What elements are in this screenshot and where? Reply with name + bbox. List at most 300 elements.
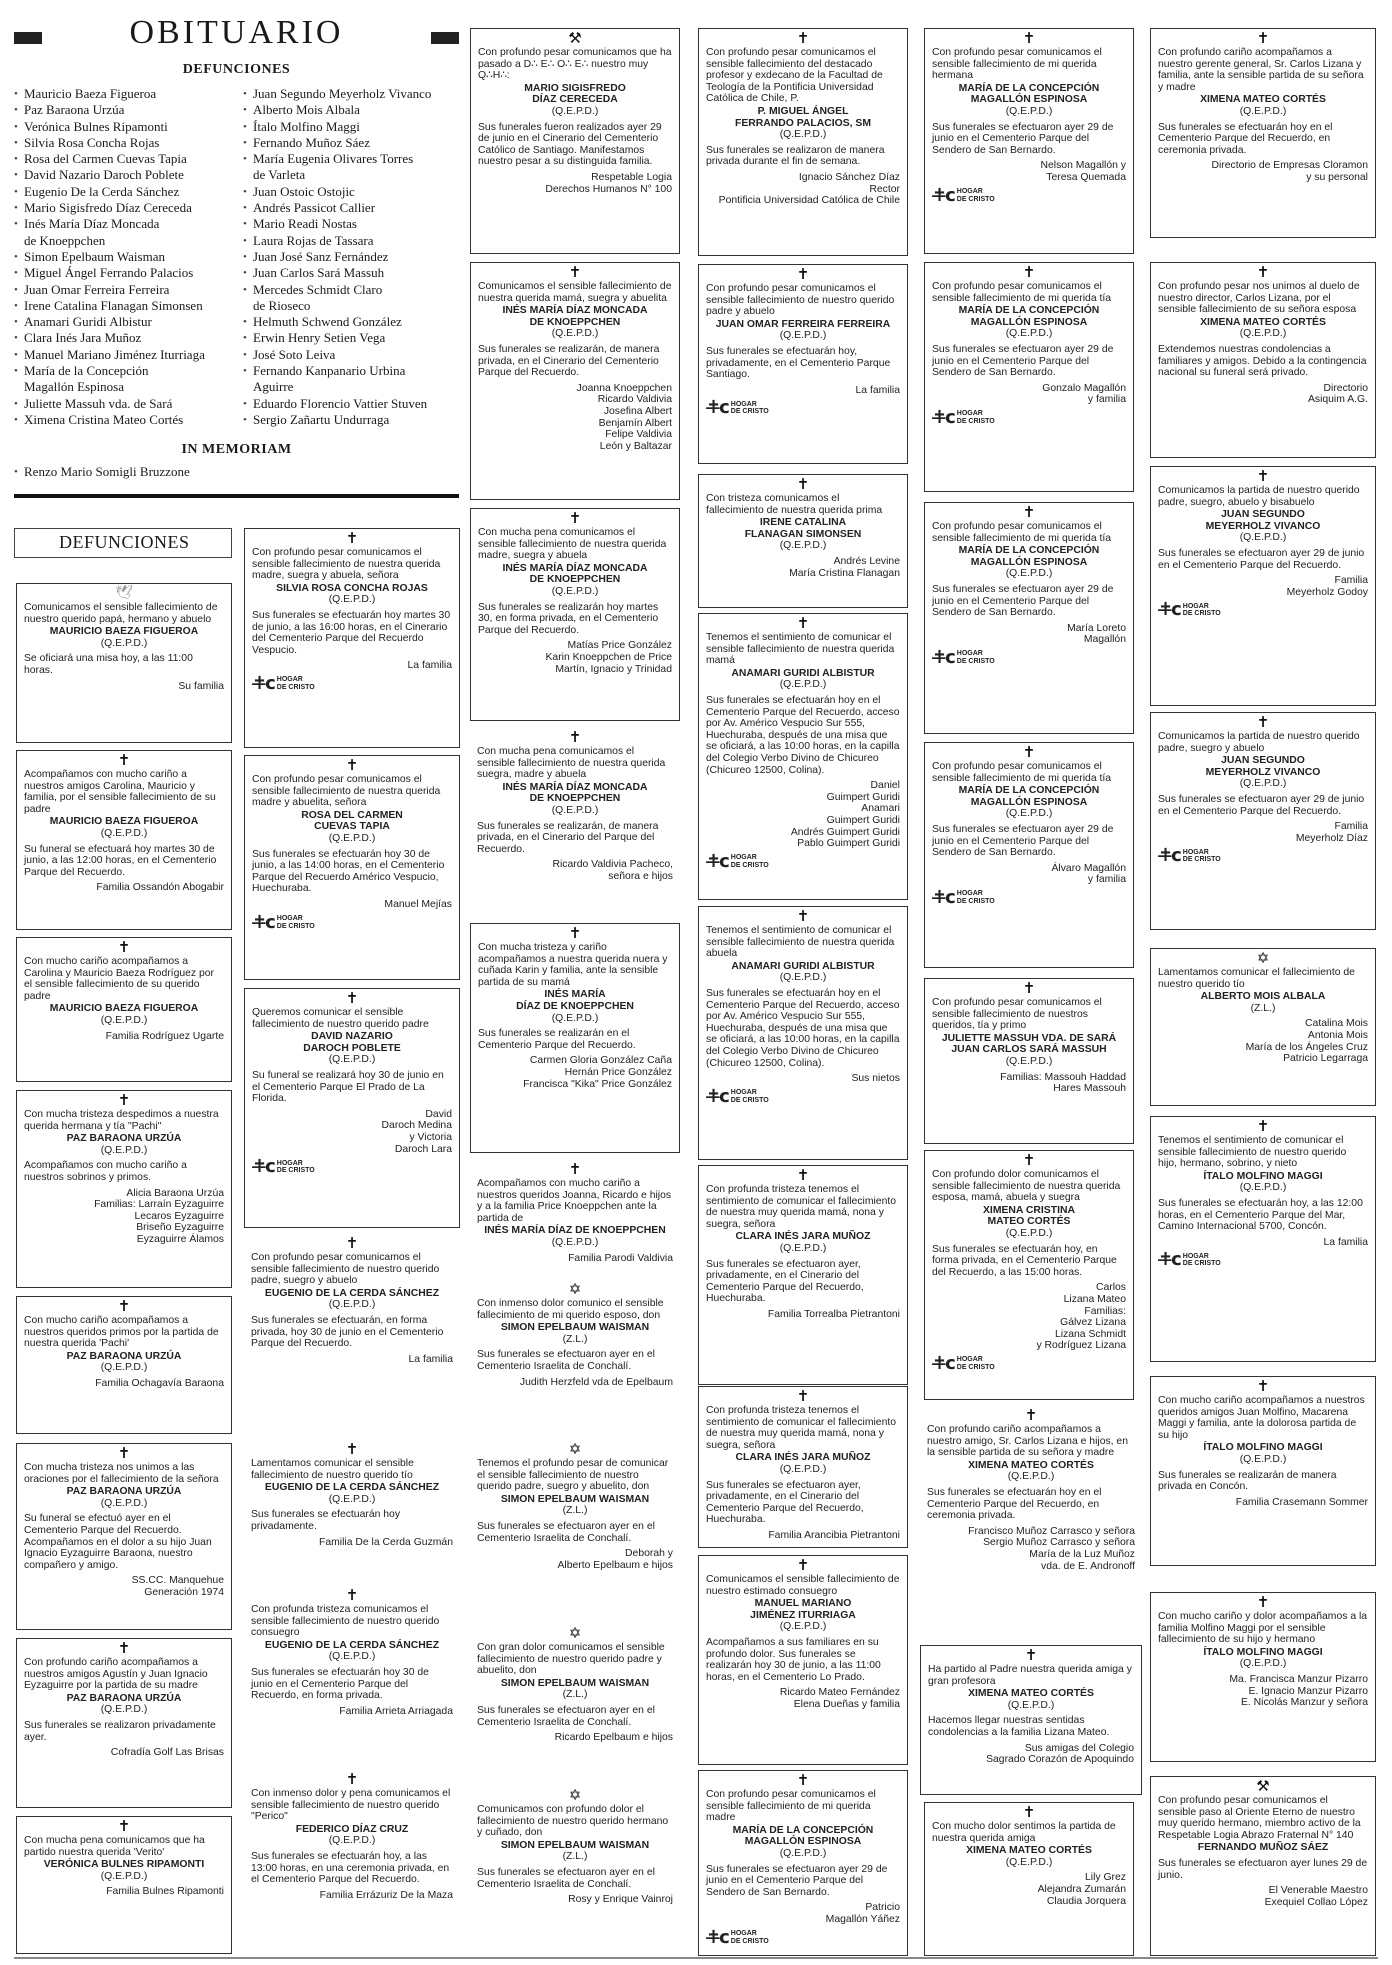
cross-icon: ✝ bbox=[1022, 1151, 1036, 1169]
notice-intro: Con mucho cariño acompañamos a nuestros queridos amigos Juan Molfino, Macarena Maggi y familia, ante la dolorosa partida de su hijo bbox=[1158, 1395, 1365, 1441]
notice-signature: Familia Arancibia Pietrantoni bbox=[768, 1529, 900, 1541]
rest-in-peace-label: (Q.E.P.D.) bbox=[328, 594, 376, 606]
notice-intro: Con profundo pesar comunicamos el sensible fallecimiento de mi querida madre bbox=[706, 1789, 876, 1824]
defuncion-name: • Mercedes Schmidt Claro bbox=[243, 282, 463, 298]
notice-intro: Con gran dolor comunicamos el sensible fallecimiento de nuestro querido padre y abuelito, don bbox=[477, 1642, 665, 1677]
notice-signature: Cofradía Golf Las Brisas bbox=[110, 1747, 224, 1759]
cross-icon: ✝ bbox=[1022, 503, 1036, 521]
notice-signature: Familia Rodríguez Ugarte bbox=[105, 1030, 224, 1042]
funeral-details: Sus funerales se realizaron de manera privada durante el fin de semana. bbox=[706, 144, 885, 168]
rest-in-peace-label: (Q.E.P.D.) bbox=[1005, 328, 1053, 340]
obituary-notice bbox=[244, 1440, 460, 1580]
notice-intro: Con inmenso dolor y pena comunicamos el sensible fallecimiento de nuestro querido "Perico" bbox=[251, 1788, 451, 1823]
funeral-details: Acompañamos a sus familiares en su profundo dolor. Sus funerales se realizarán hoy 30 de junio, a las 11:00 horas, en el Cementerio Lo Prado. bbox=[706, 1636, 881, 1683]
notice-intro: Con mucho cariño y dolor acompañamos a la familia Molfino Maggi por el sensible fallecimiento de su hijo y hermano bbox=[1158, 1611, 1368, 1646]
hogar-de-cristo-icon: ✝̶c bbox=[932, 1352, 954, 1374]
cross-icon: ✝ bbox=[568, 924, 582, 942]
defuncion-name: • Verónica Bulnes Ripamonti bbox=[14, 119, 244, 135]
rest-in-peace-label: (Z.L.) bbox=[562, 1333, 588, 1345]
deceased-name: SILVIA ROSA CONCHA ROJAS bbox=[276, 582, 428, 594]
logo-line-2: DE CRISTO bbox=[956, 657, 995, 665]
section-heading: DEFUNCIONES bbox=[14, 528, 232, 558]
hogar-de-cristo-icon: ✝̶c bbox=[932, 646, 954, 668]
funeral-details: Sus funerales se efectuaron ayer en el Cementerio Israelita de Conchalí. bbox=[477, 1520, 655, 1544]
cross-icon: ✝ bbox=[1022, 979, 1036, 997]
funeral-details: Sus funerales se efectuaron ayer 29 de junio en el Cementerio Parque del Recuerdo. bbox=[1158, 793, 1365, 817]
funeral-details: Su funeral se efectuó ayer en el Cementerio Parque del Recuerdo. Acompañamos en el dolor a su hijo Juan Ignacio Eyzaguirre Baraona, nuestro compañero y amigo. bbox=[24, 1513, 212, 1571]
funeral-details: Sus funerales se realizarán de manera privada en Concón. bbox=[1158, 1469, 1337, 1493]
obituary-notice bbox=[924, 262, 1134, 492]
notice-signature: Sus nietos bbox=[851, 1073, 900, 1085]
logo-line-2: DE CRISTO bbox=[1182, 856, 1221, 864]
rest-in-peace-label: (Z.L.) bbox=[562, 1505, 588, 1517]
rest-in-peace-label: (Q.E.P.D.) bbox=[1005, 568, 1053, 580]
logo-line-1: HOGAR bbox=[956, 890, 983, 898]
notice-intro: Comunicamos el sensible fallecimiento de nuestra querida mamá, suegra y abuelita bbox=[478, 281, 672, 304]
defuncion-name: • Rosa del Carmen Cuevas Tapia bbox=[14, 151, 244, 167]
funeral-details: Sus funerales fueron realizados ayer 29 de junio en el Cinerario del Cementerio Católico de Santiago. Manifestamos nuestro pesar a su distinguida familia. bbox=[478, 121, 662, 168]
obituary-notice bbox=[244, 528, 460, 748]
hogar-de-cristo-icon: ✝̶c bbox=[252, 911, 274, 933]
notice-intro: Con profundo pesar comunicamos el sensible fallecimiento de mi querida hermana bbox=[932, 47, 1102, 82]
notice-intro: Comunicamos el sensible fallecimiento de nuestro estimado consuegro bbox=[706, 1574, 900, 1597]
notice-signature: Familia Torrealba Pietrantoni bbox=[767, 1308, 900, 1320]
defuncion-name: • Clara Inés Jara Muñoz bbox=[14, 330, 244, 346]
defuncion-name: • María de la Concepción bbox=[14, 363, 244, 379]
rest-in-peace-label: (Q.E.P.D.) bbox=[1005, 1055, 1053, 1067]
cross-icon: ✝ bbox=[796, 1771, 810, 1789]
notice-intro: Tenemos el sentimiento de comunicar el sensible fallecimiento de nuestra querida abuela bbox=[706, 925, 895, 960]
cross-icon: ✝ bbox=[117, 751, 131, 769]
notice-signature: Rosy y Enrique Vainroj bbox=[568, 1894, 673, 1906]
notice-signature: Familia De la Cerda Guzmán bbox=[319, 1536, 453, 1548]
defuncion-name: • Inés María Díaz Moncada bbox=[14, 216, 244, 232]
notice-signature: Lily Grez Alejandra Zumarán Claudia Jorquera bbox=[1037, 1872, 1126, 1907]
logo-line-1: HOGAR bbox=[1182, 1252, 1209, 1260]
defuncion-name: • Ximena Cristina Mateo Cortés bbox=[14, 412, 244, 428]
bottom-rule bbox=[14, 1957, 1378, 1959]
cross-icon: ✝ bbox=[117, 1297, 131, 1315]
rest-in-peace-label: (Q.E.P.D.) bbox=[328, 1299, 376, 1311]
cross-icon: ✝ bbox=[117, 938, 131, 956]
defuncion-name: • David Nazario Daroch Poblete bbox=[14, 167, 244, 183]
deceased-name: MARÍA DE LA CONCEPCIÓN MAGALLÓN ESPINOSA bbox=[732, 1824, 874, 1848]
obituary-notice bbox=[244, 1586, 460, 1764]
rest-in-peace-label: (Q.E.P.D.) bbox=[779, 1847, 827, 1859]
notice-signature: Joanna Knoeppchen Ricardo Valdivia Josefina Albert Benjamín Albert Felipe Valdivia León y Baltazar bbox=[576, 382, 672, 452]
hogar-de-cristo-logo bbox=[706, 1926, 900, 1948]
obituary-notice bbox=[470, 508, 680, 721]
hogar-de-cristo-text bbox=[1183, 1253, 1221, 1268]
rest-in-peace-label: (Q.E.P.D.) bbox=[100, 1362, 148, 1374]
defuncion-name: • Laura Rojas de Tassara bbox=[243, 233, 463, 249]
cross-icon: ✝ bbox=[796, 475, 810, 493]
funeral-details: Sus funerales se efectuarán hoy, a las 13:00 horas, en una ceremonia privada, en el Cementerio Parque del Recuerdo. bbox=[251, 1850, 450, 1886]
rest-in-peace-label: (Q.E.P.D.) bbox=[779, 129, 827, 141]
funeral-details: Hacemos llegar nuestras sentidas condolencias a la familia Lizana Mateo. bbox=[928, 1715, 1110, 1738]
cross-icon: ✝ bbox=[1256, 263, 1270, 281]
notice-signature: Ricardo Mateo Fernández Elena Dueñas y familia bbox=[779, 1687, 900, 1710]
rest-in-peace-label: (Q.E.P.D.) bbox=[551, 804, 599, 816]
deceased-name: MARÍA DE LA CONCEPCIÓN MAGALLÓN ESPINOSA bbox=[958, 545, 1100, 568]
funeral-details: Sus funerales se efectuaron ayer en el Cementerio Israelita de Conchalí. bbox=[477, 1349, 655, 1372]
memoriam-list bbox=[14, 464, 314, 480]
notice-signature: Sus amigas del Colegio Sagrado Corazón de Apoquindo bbox=[986, 1742, 1134, 1766]
deceased-name: PAZ BARAONA URZÚA bbox=[66, 1692, 182, 1704]
obituary-notice bbox=[924, 742, 1134, 968]
deceased-name: MAURICIO BAEZA FIGUEROA bbox=[49, 1003, 199, 1015]
hogar-de-cristo-text bbox=[1183, 849, 1221, 864]
funeral-details: Sus funerales se efectuaron ayer 29 de junio en el Cementerio Parque del Sendero de San Bernardo. bbox=[932, 343, 1114, 379]
notice-signature: Daniel Guimpert Guridi Anamari Guimpert Guridi Andrés Guimpert Guridi Pablo Guimpert Guridi bbox=[790, 780, 900, 850]
cross-icon: ✝ bbox=[796, 614, 810, 632]
deceased-name: JULIETTE MASSUH VDA. DE SARÁ JUAN CARLOS SARÁ MASSUH bbox=[941, 1032, 1117, 1056]
rest-in-peace-label: (Q.E.P.D.) bbox=[100, 1014, 148, 1026]
rest-in-peace-label: (Q.E.P.D.) bbox=[779, 972, 827, 984]
obituary-notice bbox=[698, 1555, 908, 1765]
obituary-notice bbox=[1150, 1376, 1376, 1566]
rest-in-peace-label: (Q.E.P.D.) bbox=[328, 1835, 376, 1847]
cross-icon: ✝ bbox=[345, 1586, 359, 1604]
logo-line-1: HOGAR bbox=[276, 676, 303, 684]
deceased-name: FEDERICO DÍAZ CRUZ bbox=[295, 1823, 409, 1835]
header-bar-right bbox=[431, 32, 459, 44]
hogar-de-cristo-icon: ✝̶c bbox=[706, 1926, 728, 1948]
cross-icon: ✝ bbox=[1022, 1803, 1036, 1821]
notice-signature: Ricardo Valdivia Pacheco, señora e hijos bbox=[552, 859, 673, 882]
cross-icon: ✝ bbox=[345, 756, 359, 774]
obituary-notice bbox=[244, 755, 460, 980]
hogar-de-cristo-text bbox=[731, 1089, 769, 1104]
cross-icon: ✝ bbox=[345, 1234, 359, 1252]
defuncion-name: • Juan Carlos Sará Massuh bbox=[243, 265, 463, 281]
cross-icon: ✝ bbox=[1256, 1377, 1270, 1395]
obituary-notice bbox=[920, 1406, 1142, 1602]
hogar-de-cristo-logo bbox=[932, 886, 1126, 908]
rest-in-peace-label: (Q.E.P.D.) bbox=[1005, 105, 1053, 117]
deceased-name: INÉS MARÍA DÍAZ MONCADA DE KNOEPPCHEN bbox=[502, 781, 648, 805]
notice-intro: Tenemos el sentimiento de comunicar el sensible fallecimiento de nuestra querida mamá bbox=[706, 632, 895, 667]
obituary-notice bbox=[16, 750, 232, 930]
deceased-name: EUGENIO DE LA CERDA SÁNCHEZ bbox=[264, 1639, 440, 1651]
obituary-notice bbox=[1150, 466, 1376, 706]
notice-intro: Con profundo pesar comunicamos el sensible fallecimiento de nuestro querido padre, suegro y abuelo bbox=[251, 1252, 440, 1287]
obituary-notice bbox=[924, 1150, 1134, 1400]
obituario-header bbox=[14, 14, 459, 54]
funeral-details: Acompañamos con mucho cariño a nuestros sobrinos y primos. bbox=[24, 1160, 187, 1183]
obituary-notice bbox=[16, 1443, 232, 1630]
defuncion-name: • Eduardo Florencio Vattier Stuven bbox=[243, 396, 463, 412]
deceased-name: ÍTALO MOLFINO MAGGI bbox=[1203, 1646, 1323, 1658]
rest-in-peace-label: (Q.E.P.D.) bbox=[1239, 1453, 1287, 1465]
notice-signature: La familia bbox=[855, 384, 900, 396]
hogar-de-cristo-icon: ✝̶c bbox=[1158, 599, 1180, 621]
hogar-de-cristo-icon: ✝̶c bbox=[932, 886, 954, 908]
funeral-details: Sus funerales se efectuarán hoy, privadamente, en el Cementerio Parque Santiago. bbox=[706, 345, 891, 381]
funeral-details: Sus funerales se efectuaron ayer, privadamente, en el Cinerario del Cementerio Parque del Recuerdo, Huechuraba. bbox=[706, 1479, 864, 1526]
hogar-de-cristo-logo bbox=[1158, 601, 1368, 619]
hogar-de-cristo-icon: ✝̶c bbox=[252, 672, 274, 694]
defuncion-name: • Juan Ostoic Ostojic bbox=[243, 184, 463, 200]
funeral-details: Sus funerales se efectuarán hoy martes 30 de junio, a las 16:00 horas, en el Cinerario del Cementerio Parque del Recuerdo Vespucio. bbox=[252, 609, 451, 656]
deceased-name: EUGENIO DE LA CERDA SÁNCHEZ bbox=[264, 1482, 440, 1494]
hogar-de-cristo-text bbox=[957, 890, 995, 905]
obituary-notice bbox=[16, 1296, 232, 1434]
rest-in-peace-label: (Q.E.P.D.) bbox=[551, 585, 599, 597]
hogar-de-cristo-text bbox=[957, 650, 995, 665]
deceased-name: JUAN OMAR FERREIRA FERREIRA bbox=[715, 318, 891, 330]
defuncion-name: • Andrés Passicot Callier bbox=[243, 200, 463, 216]
notice-signature: Catalina Mois Antonia Mois María de los Ángeles Cruz Patricio Legarraga bbox=[1245, 1018, 1368, 1065]
obituary-notice bbox=[470, 728, 680, 916]
notice-intro: Con profundo dolor comunicamos el sensible fallecimiento de nuestra querida esposa, mamá, abuela y suegra bbox=[932, 1169, 1121, 1204]
deceased-name: XIMENA CRISTINA MATEO CORTÉS bbox=[983, 1204, 1075, 1228]
obituary-notice bbox=[920, 1645, 1142, 1795]
hogar-de-cristo-logo bbox=[932, 184, 1126, 206]
logo-line-1: HOGAR bbox=[276, 1159, 303, 1167]
rest-in-peace-label: (Q.E.P.D.) bbox=[1239, 105, 1287, 117]
star-of-david-icon: ✡ bbox=[568, 1440, 582, 1458]
notice-signature: La familia bbox=[1323, 1236, 1368, 1248]
deceased-name: XIMENA MATEO CORTÉS bbox=[968, 1688, 1094, 1700]
logo-line-1: HOGAR bbox=[730, 400, 757, 408]
deceased-name: PAZ BARAONA URZÚA bbox=[66, 1350, 182, 1362]
deceased-name: MARIO SIGISFREDO DÍAZ CERECEDA bbox=[524, 82, 626, 106]
deceased-name: P. MIGUEL ÁNGEL FERRANDO PALACIOS, SM bbox=[734, 105, 872, 129]
obituary-notice bbox=[470, 923, 680, 1153]
cross-icon: ✝ bbox=[117, 1639, 131, 1657]
rest-in-peace-label: (Q.E.P.D.) bbox=[100, 1870, 148, 1882]
cross-icon: ✝ bbox=[117, 1091, 131, 1109]
notice-signature: Carmen Gloria González Caña Hernán Price González Francisca "Kika" Price González bbox=[523, 1055, 672, 1090]
notice-signature: Familia Errázuriz De la Maza bbox=[319, 1889, 453, 1901]
obituary-notice bbox=[470, 28, 680, 254]
deceased-name: XIMENA MATEO CORTÉS bbox=[966, 1845, 1092, 1857]
star-of-david-icon: ✡ bbox=[568, 1280, 582, 1298]
notice-intro: Con profundo cariño acompañamos a nuestro amigo, Sr. Carlos Lizana e hijos, en la sensible partida de su señora y madre bbox=[927, 1424, 1128, 1459]
hogar-de-cristo-text bbox=[957, 410, 995, 425]
obituary-notice bbox=[470, 1160, 680, 1272]
logo-line-1: HOGAR bbox=[956, 410, 983, 418]
obituary-notice bbox=[924, 1802, 1134, 1956]
notice-signature: Familia Ossandón Abogabir bbox=[96, 882, 224, 894]
notice-intro: Con inmenso dolor comunico el sensible fallecimiento de mi querido esposo, don bbox=[477, 1298, 664, 1321]
rest-in-peace-label: (Z.L.) bbox=[1250, 1002, 1276, 1014]
rest-in-peace-label: (Q.E.P.D.) bbox=[1005, 808, 1053, 820]
notice-signature: La familia bbox=[407, 660, 452, 672]
obituary-notice bbox=[16, 583, 232, 743]
notice-signature: Carlos Lizana Mateo Familias: Gálvez Lizana Lizana Schmidt y Rodríguez Lizana bbox=[1036, 1282, 1126, 1352]
notice-intro: Con mucho dolor sentimos la partida de nuestra querida amiga bbox=[932, 1821, 1116, 1844]
obituary-notice bbox=[924, 978, 1134, 1144]
notice-intro: Acompañamos con mucho cariño a nuestros amigos Carolina, Mauricio y familia, por el sensible fallecimiento de su padre bbox=[24, 769, 216, 815]
hogar-de-cristo-logo bbox=[932, 406, 1126, 428]
star-of-david-icon: ✡ bbox=[1256, 949, 1270, 967]
notice-intro: Comunicamos el sensible fallecimiento de nuestro querido papá, hermano y abuelo bbox=[24, 602, 218, 625]
defuncion-name: • Silvia Rosa Concha Rojas bbox=[14, 135, 244, 151]
hogar-de-cristo-icon: ✝̶c bbox=[706, 1085, 728, 1107]
hogar-de-cristo-text bbox=[277, 1160, 315, 1175]
deceased-name: ANAMARI GURIDI ALBISTUR bbox=[731, 667, 875, 679]
funeral-details: Su funeral se efectuará hoy martes 30 de junio, a las 12:00 horas, en el Cementerio Parque del Recuerdo. bbox=[24, 843, 217, 878]
notice-intro: Con mucho cariño acompañamos a Carolina y Mauricio Baeza Rodríguez por el sensible fallecimiento de su querido padre bbox=[24, 956, 215, 1002]
notice-intro: Acompañamos con mucho cariño a nuestros queridos Joanna, Ricardo e hijos y a la familia Price Knoeppchen ante la partida de bbox=[477, 1178, 672, 1224]
notice-intro: Con mucha tristeza y cariño acompañamos a nuestra querida nuera y cuñada Karin y familia, ante la sensible partida de su mamá bbox=[478, 942, 668, 988]
notice-signature: Directorio Asiquim A.G. bbox=[1307, 382, 1368, 406]
defuncion-name: • Erwin Henry Setien Vega bbox=[243, 330, 463, 346]
cross-icon: ✝ bbox=[345, 989, 359, 1007]
funeral-details: Sus funerales se efectuaron ayer 29 de junio en el Cementerio Parque del Sendero de San Bernardo. bbox=[932, 823, 1114, 859]
logo-line-2: DE CRISTO bbox=[730, 1096, 769, 1104]
obituary-notice bbox=[698, 264, 908, 464]
defuncion-name: de Knoeppchen bbox=[24, 232, 106, 248]
rest-in-peace-label: (Q.E.P.D.) bbox=[1005, 1856, 1053, 1868]
defuncion-name: • Manuel Mariano Jiménez Iturriaga bbox=[14, 347, 244, 363]
obituary-notice bbox=[16, 1090, 232, 1288]
cross-icon: ✝ bbox=[796, 29, 810, 47]
cross-icon: ✝ bbox=[568, 263, 582, 281]
cross-icon: ✝ bbox=[568, 509, 582, 527]
hogar-de-cristo-logo bbox=[1158, 847, 1368, 865]
deceased-name: SIMON EPELBAUM WAISMAN bbox=[500, 1493, 650, 1505]
defuncion-name: • Juan Omar Ferreira Ferreira bbox=[14, 282, 244, 298]
notice-signature: Nelson Magallón y Teresa Quemada bbox=[1040, 160, 1126, 183]
obituary-notice bbox=[16, 937, 232, 1082]
notice-signature: Matías Price González Karin Knoeppchen de Price Martín, Ignacio y Trinidad bbox=[545, 640, 672, 675]
defuncion-name: • Sergio Zañartu Undurraga bbox=[243, 412, 463, 428]
notice-signature: David Daroch Medina y Victoria Daroch Lara bbox=[381, 1108, 452, 1155]
obituary-notice bbox=[16, 1816, 232, 1954]
notice-intro: Con profundo pesar comunicamos el sensible fallecimiento de nuestros queridos, tía y primo bbox=[932, 997, 1102, 1032]
defuncion-name: • Ítalo Molfino Maggi bbox=[243, 119, 463, 135]
deceased-name: CLARA INÉS JARA MUÑOZ bbox=[735, 1452, 871, 1464]
notice-signature: Ignacio Sánchez Díaz Rector Pontificia Universidad Católica de Chile bbox=[718, 171, 900, 207]
logo-line-1: HOGAR bbox=[276, 915, 303, 923]
rest-in-peace-label: (Q.E.P.D.) bbox=[100, 1497, 148, 1509]
logo-line-2: DE CRISTO bbox=[276, 1167, 315, 1175]
rest-in-peace-label: (Q.E.P.D.) bbox=[328, 832, 376, 844]
rest-in-peace-label: (Q.E.P.D.) bbox=[1239, 1182, 1287, 1194]
obituary-notice bbox=[698, 613, 908, 900]
cross-icon: ✝ bbox=[1022, 263, 1036, 281]
defuncion-name: • Simon Epelbaum Waisman bbox=[14, 249, 244, 265]
cross-icon: ✝ bbox=[345, 1440, 359, 1458]
deceased-name: ÍTALO MOLFINO MAGGI bbox=[1203, 1442, 1323, 1454]
defuncion-name: Aguirre bbox=[253, 379, 294, 395]
defuncion-name: de Rioseco bbox=[253, 297, 311, 313]
obituary-notice bbox=[924, 502, 1134, 734]
funeral-details: Sus funerales se efectuaron ayer 29 de junio en el Cementerio Parque del Recuerdo. bbox=[1158, 547, 1365, 571]
logo-line-2: DE CRISTO bbox=[730, 861, 769, 869]
hogar-de-cristo-text bbox=[277, 915, 315, 930]
notice-intro: Con profundo cariño acompañamos a nuestros amigos Agustín y Juan Ignacio Eyzaguirre por la partida de su madre bbox=[24, 1657, 208, 1692]
obituary-notice bbox=[1150, 948, 1376, 1106]
rest-in-peace-label: (Q.E.P.D.) bbox=[1239, 778, 1287, 790]
obituary-notice bbox=[470, 1280, 680, 1435]
notice-intro: Con profundo pesar comunicamos el sensible fallecimiento de mi querida tía bbox=[932, 281, 1112, 304]
hogar-de-cristo-logo bbox=[252, 1158, 452, 1176]
cross-icon: ✝ bbox=[345, 1770, 359, 1788]
notice-intro: Comunicamos con profundo dolor el fallecimiento de nuestro querido hermano y cuñado, don bbox=[477, 1804, 669, 1839]
deceased-name: MARÍA DE LA CONCEPCIÓN MAGALLÓN ESPINOSA bbox=[958, 785, 1100, 808]
defuncion-name: • Mario Sigisfredo Díaz Cereceda bbox=[14, 200, 244, 216]
notice-intro: Con profundo pesar comunicamos el sensible fallecimiento de nuestro querido padre y abuelo bbox=[706, 283, 895, 318]
deceased-name: MANUEL MARIANO JIMÉNEZ ITURRIAGA bbox=[750, 1598, 856, 1621]
deceased-name: MARÍA DE LA CONCEPCIÓN MAGALLÓN ESPINOSA bbox=[958, 305, 1100, 328]
defuncion-name: • Irene Catalina Flanagan Simonsen bbox=[14, 298, 244, 314]
notice-intro: Con profundo pesar comunicamos el sensible fallecimiento del destacado profesor y exdecano de la Facultad de Teología de la Pontificia Universidad Católica de Chile, P. bbox=[706, 47, 883, 105]
rest-in-peace-label: (Q.E.P.D.) bbox=[551, 328, 599, 340]
hogar-de-cristo-text bbox=[957, 1356, 995, 1371]
logo-line-1: HOGAR bbox=[730, 1930, 757, 1938]
hogar-de-cristo-logo bbox=[932, 1352, 1126, 1374]
defuncion-name: • Juan José Sanz Fernández bbox=[243, 249, 463, 265]
funeral-details: Sus funerales se realizarán hoy martes 30, en forma privada, en el Cementerio Parque del Recuerdo. bbox=[478, 601, 659, 636]
notice-intro: Con mucha pena comunicamos el sensible fallecimiento de nuestra querida suegra, madre y abuela bbox=[477, 746, 666, 781]
rest-in-peace-label: (Q.E.P.D.) bbox=[328, 1493, 376, 1505]
funeral-details: Sus funerales se realizarán, de manera privada, en el Cinerario del Cementerio Parque del Recuerdo. bbox=[478, 343, 660, 379]
defunciones-heading: DEFUNCIONES bbox=[182, 62, 291, 77]
notice-signature: Familia Meyerholz Godoy bbox=[1286, 575, 1368, 598]
notice-intro: Con profundo pesar comunicamos el sensible fallecimiento de mi querida tía bbox=[932, 521, 1112, 544]
logo-line-2: DE CRISTO bbox=[276, 922, 315, 930]
cross-icon: ✝ bbox=[796, 265, 810, 283]
rest-in-peace-label: (Q.E.P.D.) bbox=[100, 827, 148, 839]
notice-signature: Ma. Francisca Manzur Pizarro E. Ignacio Manzur Pizarro E. Nicolás Manzur y señora bbox=[1229, 1673, 1368, 1709]
notice-signature: Gonzalo Magallón y familia bbox=[1042, 382, 1126, 406]
notice-intro: Ha partido al Padre nuestra querida amiga y gran profesora bbox=[928, 1664, 1132, 1687]
cross-icon: ✝ bbox=[796, 1387, 810, 1405]
logo-line-2: DE CRISTO bbox=[956, 195, 995, 203]
defuncion-name: • Anamari Guridi Albistur bbox=[14, 314, 244, 330]
defuncion-name: • Renzo Mario Somigli Bruzzone bbox=[14, 464, 314, 480]
deceased-name: INÉS MARÍA DÍAZ DE KNOEPPCHEN bbox=[516, 989, 634, 1012]
notice-signature: Familias: Massouh Haddad Hares Massouh bbox=[1000, 1071, 1126, 1095]
notice-signature: Familia Ochagavía Baraona bbox=[95, 1377, 224, 1389]
deceased-name: EUGENIO DE LA CERDA SÁNCHEZ bbox=[264, 1287, 440, 1299]
notice-intro: Con mucho cariño acompañamos a nuestros queridos primos por la partida de nuestra querida 'Pachi' bbox=[24, 1315, 219, 1350]
notice-signature: Álvaro Magallón y familia bbox=[1051, 862, 1126, 886]
obituary-notice bbox=[470, 1786, 680, 1956]
rest-in-peace-label: (Q.E.P.D.) bbox=[1007, 1471, 1055, 1483]
deceased-name: MAURICIO BAEZA FIGUEROA bbox=[49, 816, 199, 828]
defuncion-name: • Mauricio Baeza Figueroa bbox=[14, 86, 244, 102]
notice-signature: Familia Crasemann Sommer bbox=[1235, 1496, 1368, 1508]
funeral-details: Sus funerales se efectuaron ayer lunes 29 de junio. bbox=[1158, 1857, 1368, 1881]
notice-intro: Con profundo pesar comunicamos el sensible fallecimiento de nuestra querida madre, suegra y abuela, señora bbox=[252, 547, 441, 582]
obituary-notice bbox=[1150, 262, 1376, 458]
page-title: OBITUARIO bbox=[44, 14, 429, 52]
obituary-notice bbox=[698, 1165, 908, 1385]
notice-intro: Con tristeza comunicamos el fallecimiento de nuestra querida prima bbox=[706, 493, 883, 516]
defuncion-name: • Fernando Muñoz Sáez bbox=[243, 135, 463, 151]
notice-signature: Familia Parodi Valdivia bbox=[568, 1252, 673, 1264]
logo-line-2: DE CRISTO bbox=[276, 683, 315, 691]
hogar-de-cristo-logo bbox=[932, 646, 1126, 668]
notice-intro: Lamentamos comunicar el fallecimiento de nuestro querido tío bbox=[1158, 967, 1355, 990]
rest-in-peace-label: (Q.E.P.D.) bbox=[779, 1242, 827, 1254]
funeral-details: Sus funerales se efectuaron ayer 29 de junio en el Cementerio Parque del Sendero de San Bernardo. bbox=[932, 583, 1114, 619]
rest-in-peace-label: (Q.E.P.D.) bbox=[328, 1651, 376, 1663]
funeral-details: Sus funerales se efectuarán, en forma privada, hoy 30 de junio en el Cementerio Parque del Recuerdo. bbox=[251, 1314, 444, 1350]
notice-intro: Con mucha tristeza nos unimos a las oraciones por el fallecimiento de la señora bbox=[24, 1462, 219, 1485]
defuncion-name: • María Eugenia Olivares Torres bbox=[243, 151, 463, 167]
cross-icon: ✝ bbox=[796, 907, 810, 925]
deceased-name: ÍTALO MOLFINO MAGGI bbox=[1203, 1170, 1323, 1182]
funeral-details: Sus funerales se efectuarán hoy en el Cementerio Parque del Recuerdo, acceso por Av. Américo Vespucio Sur 555, Huechuraba, después de una misa que se oficiará, a las 10:00 horas, en la capilla del Colegio Verbo Divino de Chicureo (Chicureo 12500, Colina). bbox=[706, 987, 900, 1069]
notice-intro: Con profundo cariño acompañamos a nuestro gerente general, Sr. Carlos Lizana y familia, ante la sensible partida de su señora y madre bbox=[1158, 47, 1364, 93]
obituary-notice bbox=[1150, 1592, 1376, 1762]
